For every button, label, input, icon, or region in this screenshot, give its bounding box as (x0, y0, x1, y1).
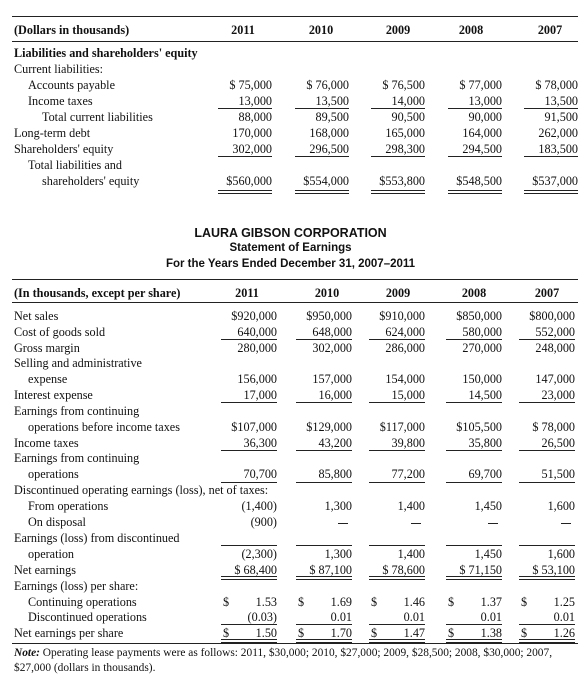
row-label: operation (28, 547, 75, 561)
value-cell: $910,000 (379, 309, 425, 323)
value-cell: 1,450 (474, 499, 502, 513)
value-cell: $920,000 (231, 309, 277, 323)
currency-symbol: $ (521, 626, 528, 640)
underline (519, 482, 575, 483)
value-cell: 270,000 (462, 341, 502, 355)
row-label: operations before income taxes (28, 420, 180, 434)
value-cell: 39,800 (391, 436, 425, 450)
currency-symbol: $ (298, 595, 305, 609)
bs-units-header: (Dollars in thousands) (14, 23, 130, 37)
value-cell: $548,500 (456, 174, 502, 188)
value-cell: $107,000 (231, 420, 277, 434)
bs-year-2008: 2008 (458, 23, 484, 37)
value-cell: $ 76,500 (382, 78, 425, 92)
value-cell: $105,500 (456, 420, 502, 434)
underline (296, 402, 352, 403)
currency-symbol: $ (371, 595, 378, 609)
row-label: Accounts payable (28, 78, 115, 92)
value-cell: $560,000 (226, 174, 272, 188)
underline (218, 108, 272, 109)
top-rule (12, 16, 578, 17)
footnote (14, 646, 580, 676)
underline (446, 482, 502, 483)
value-cell: 1.38 (480, 626, 502, 640)
value-cell: 70,700 (243, 467, 277, 481)
value-cell: 156,000 (237, 372, 277, 386)
row-label: Earnings (loss) per share: (14, 579, 139, 593)
value-cell: 1,600 (547, 499, 575, 513)
currency-symbol: $ (521, 595, 528, 609)
row-label: Total liabilities and (28, 158, 122, 172)
is-year-2007: 2007 (534, 286, 560, 300)
currency-symbol: $ (223, 595, 230, 609)
bs-current-liabilities-label: Current liabilities: (14, 62, 104, 76)
underline (221, 624, 277, 625)
value-cell: 13,500 (315, 94, 349, 108)
value-cell: 1,400 (397, 547, 425, 561)
underline (296, 482, 352, 483)
value-cell: 648,000 (312, 325, 352, 339)
is-year-2009: 2009 (385, 286, 411, 300)
value-cell: 302,000 (312, 341, 352, 355)
value-cell: 1.69 (330, 595, 352, 609)
underline (371, 108, 425, 109)
bs-year-2007: 2007 (537, 23, 563, 37)
double-underline (218, 190, 272, 194)
value-cell: 1.53 (255, 595, 277, 609)
value-cell: 286,000 (385, 341, 425, 355)
row-label: Gross margin (14, 341, 80, 355)
underline (519, 545, 575, 546)
dash-mark (561, 523, 571, 524)
value-cell: 51,500 (541, 467, 575, 481)
row-label: Cost of goods sold (14, 325, 106, 339)
value-cell: $117,000 (379, 420, 425, 434)
underline (221, 545, 277, 546)
value-cell: 262,000 (538, 126, 578, 140)
value-cell: 183,500 (538, 142, 578, 156)
double-underline (369, 576, 425, 580)
underline (221, 450, 277, 451)
is-year-2010: 2010 (314, 286, 340, 300)
value-cell: 85,800 (318, 467, 352, 481)
row-label: Earnings (loss) from discontinued (14, 531, 180, 545)
value-cell: 1,600 (547, 547, 575, 561)
value-cell: 640,000 (237, 325, 277, 339)
value-cell: 168,000 (309, 126, 349, 140)
underline (295, 156, 349, 157)
value-cell: 157,000 (312, 372, 352, 386)
underline (221, 402, 277, 403)
company-title: LAURA GIBSON CORPORATION (194, 226, 387, 240)
value-cell: 552,000 (535, 325, 575, 339)
value-cell: 165,000 (385, 126, 425, 140)
underline (369, 624, 425, 625)
value-cell: 624,000 (385, 325, 425, 339)
value-cell: 1.25 (553, 595, 575, 609)
underline (295, 108, 349, 109)
value-cell: 298,300 (385, 142, 425, 156)
underline (369, 545, 425, 546)
value-cell: 89,500 (315, 110, 349, 124)
value-cell: $ 87,100 (309, 563, 352, 577)
double-underline (371, 190, 425, 194)
row-label: Discontinued operating earnings (loss), net of taxes: (14, 483, 269, 497)
value-cell: 1.37 (480, 595, 502, 609)
bs-year-2009: 2009 (385, 23, 411, 37)
currency-symbol: $ (448, 595, 455, 609)
note-label: Note: (14, 647, 40, 659)
value-cell: 154,000 (385, 372, 425, 386)
row-label: Shareholders' equity (14, 142, 114, 156)
double-underline (446, 576, 502, 580)
underline (448, 156, 502, 157)
underline (221, 339, 277, 340)
underline (519, 402, 575, 403)
value-cell: $ 78,000 (535, 78, 578, 92)
value-cell: 26,500 (541, 436, 575, 450)
currency-symbol: $ (371, 626, 378, 640)
row-label: operations (28, 467, 79, 481)
value-cell: $129,000 (306, 420, 352, 434)
value-cell: 248,000 (535, 341, 575, 355)
row-label: Discontinued operations (28, 610, 147, 624)
value-cell: 302,000 (232, 142, 272, 156)
value-cell: 1,400 (397, 499, 425, 513)
underline (448, 108, 502, 109)
value-cell: 23,000 (541, 388, 575, 402)
value-cell: 43,200 (318, 436, 352, 450)
underline (369, 482, 425, 483)
value-cell: $ 75,000 (229, 78, 272, 92)
value-cell: $ 71,150 (459, 563, 502, 577)
underline (296, 450, 352, 451)
double-underline (448, 190, 502, 194)
top-rule (12, 279, 578, 280)
value-cell: 170,000 (232, 126, 272, 140)
value-cell: 294,500 (462, 142, 502, 156)
value-cell: 69,700 (468, 467, 502, 481)
value-cell: 35,800 (468, 436, 502, 450)
value-cell: $ 68,400 (234, 563, 277, 577)
value-cell: 1.47 (403, 626, 425, 640)
underline (519, 624, 575, 625)
row-label: Long-term debt (14, 126, 91, 140)
row-label: Earnings from continuing (14, 404, 140, 418)
value-cell: 0.01 (330, 610, 352, 624)
value-cell: $553,800 (379, 174, 425, 188)
row-label: Net earnings (14, 563, 76, 577)
value-cell: 13,000 (238, 94, 272, 108)
underline (524, 108, 578, 109)
double-underline (519, 576, 575, 580)
value-cell: 14,500 (468, 388, 502, 402)
value-cell: 17,000 (243, 388, 277, 402)
underline (221, 482, 277, 483)
value-cell: (900) (250, 515, 277, 529)
row-label: shareholders' equity (42, 174, 140, 188)
value-cell: 90,500 (391, 110, 425, 124)
value-cell: 88,000 (238, 110, 272, 124)
value-cell: 150,000 (462, 372, 502, 386)
row-label: Continuing operations (28, 595, 137, 609)
underline (369, 450, 425, 451)
note-text: Operating lease payments were as follows: 2011, $30,000; 2010, $27,000; 2009, $28,500; 2008, $30,000; 2007, $27,000 (dollars in thousands). (14, 647, 553, 674)
value-cell: 13,500 (544, 94, 578, 108)
is-units-header: (In thousands, except per share) (14, 286, 181, 300)
underline (519, 450, 575, 451)
row-label: Income taxes (14, 436, 79, 450)
value-cell: $800,000 (529, 309, 575, 323)
value-cell: 1,300 (324, 547, 352, 561)
value-cell: $950,000 (306, 309, 352, 323)
value-cell: $ 78,000 (532, 420, 575, 434)
underline (218, 156, 272, 157)
underline (446, 450, 502, 451)
double-underline (295, 190, 349, 194)
value-cell: 15,000 (391, 388, 425, 402)
row-label: Selling and administrative (14, 356, 142, 370)
value-cell: 164,000 (462, 126, 502, 140)
value-cell: 90,000 (468, 110, 502, 124)
bs-year-2011: 2011 (231, 23, 255, 37)
value-cell: $ 53,100 (532, 563, 575, 577)
is-year-2008: 2008 (461, 286, 487, 300)
row-label: Interest expense (14, 388, 93, 402)
value-cell: $ 76,000 (306, 78, 349, 92)
value-cell: (1,400) (241, 499, 277, 513)
value-cell: 16,000 (318, 388, 352, 402)
row-label: Earnings from continuing (14, 451, 140, 465)
period-title: For the Years Ended December 31, 2007–2011 (165, 258, 416, 270)
bs-year-2010: 2010 (308, 23, 334, 37)
value-cell: 0.01 (480, 610, 502, 624)
value-cell: 147,000 (535, 372, 575, 386)
value-cell: 296,500 (309, 142, 349, 156)
double-underline (221, 576, 277, 580)
value-cell: 14,000 (391, 94, 425, 108)
value-cell: (0.03) (247, 610, 277, 624)
value-cell: 77,200 (391, 467, 425, 481)
statement-title: Statement of Earnings (229, 242, 352, 254)
row-label: Income taxes (28, 94, 93, 108)
double-underline (524, 190, 578, 194)
currency-symbol: $ (298, 626, 305, 640)
row-label: Total current liabilities (42, 110, 153, 124)
underline (446, 545, 502, 546)
dash-mark (338, 523, 348, 524)
value-cell: 36,300 (243, 436, 277, 450)
underline (446, 402, 502, 403)
dash-mark (411, 523, 421, 524)
value-cell: $554,000 (303, 174, 349, 188)
value-cell: 280,000 (237, 341, 277, 355)
value-cell: 91,500 (544, 110, 578, 124)
value-cell: $ 78,600 (382, 563, 425, 577)
row-label: From operations (28, 499, 109, 513)
underline (296, 624, 352, 625)
value-cell: 1,450 (474, 547, 502, 561)
value-cell: 0.01 (403, 610, 425, 624)
underline (296, 545, 352, 546)
value-cell: 0.01 (553, 610, 575, 624)
value-cell: 1.50 (255, 626, 277, 640)
value-cell: $850,000 (456, 309, 502, 323)
currency-symbol: $ (223, 626, 230, 640)
dash-mark (488, 523, 498, 524)
bs-section-title: Liabilities and shareholders' equity (14, 46, 198, 60)
underline (446, 624, 502, 625)
value-cell: (2,300) (241, 547, 277, 561)
value-cell: $537,000 (532, 174, 578, 188)
is-year-2011: 2011 (235, 286, 259, 300)
header-rule (12, 302, 578, 303)
row-label: expense (28, 372, 68, 386)
header-rule (12, 41, 578, 42)
value-cell: 580,000 (462, 325, 502, 339)
underline (369, 339, 425, 340)
underline (446, 339, 502, 340)
row-label: Net sales (14, 309, 59, 323)
bottom-rule (12, 643, 578, 644)
underline (369, 402, 425, 403)
row-label: Net earnings per share (14, 626, 124, 640)
underline (519, 339, 575, 340)
value-cell: 1,300 (324, 499, 352, 513)
value-cell: $ 77,000 (459, 78, 502, 92)
value-cell: 1.26 (553, 626, 575, 640)
value-cell: 13,000 (468, 94, 502, 108)
currency-symbol: $ (448, 626, 455, 640)
underline (296, 339, 352, 340)
row-label: On disposal (28, 515, 86, 529)
underline (524, 156, 578, 157)
value-cell: 1.46 (403, 595, 425, 609)
value-cell: 1.70 (330, 626, 352, 640)
double-underline (296, 576, 352, 580)
underline (371, 156, 425, 157)
